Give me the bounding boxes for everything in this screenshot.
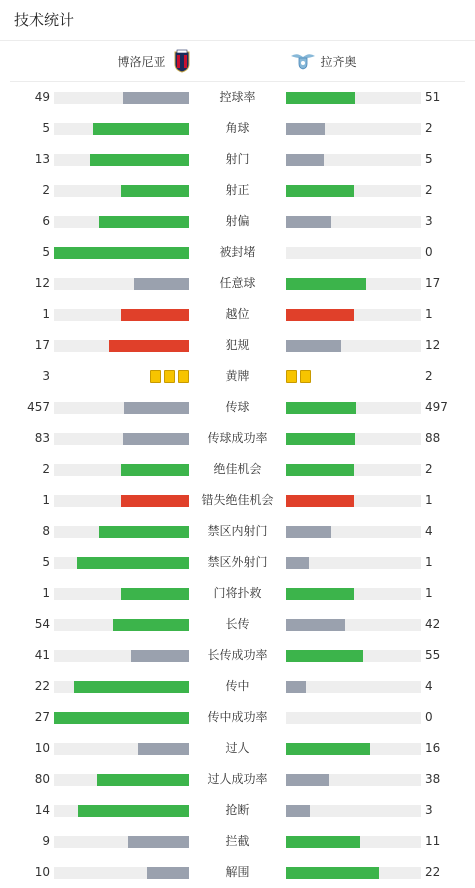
- stat-label: 射正: [225, 183, 250, 197]
- yellow-card-icon: [286, 370, 297, 383]
- away-value: 5: [425, 152, 433, 166]
- away-value: 497: [425, 400, 448, 414]
- away-value: 42: [425, 617, 441, 631]
- away-bar-fill: [286, 123, 325, 135]
- home-bar-track: [54, 526, 189, 538]
- away-value: 22: [425, 865, 441, 879]
- away-bar-track: [286, 867, 421, 879]
- stat-label: 任意球: [219, 276, 256, 290]
- home-value: 83: [34, 431, 50, 445]
- home-bar-fill: [147, 867, 189, 879]
- stat-label: 角球: [225, 121, 250, 135]
- away-bar-track: [286, 92, 421, 104]
- stat-row: [0, 206, 475, 237]
- away-bar-fill: [286, 433, 355, 445]
- stat-label: 被封堵: [219, 245, 256, 259]
- away-bar-fill: [286, 340, 341, 352]
- away-value: 55: [425, 648, 441, 662]
- home-bar-fill: [123, 92, 189, 104]
- away-bar-fill: [286, 464, 354, 476]
- away-bar-fill: [286, 309, 354, 321]
- away-value: 11: [425, 834, 441, 848]
- away-bar-track: [286, 650, 421, 662]
- home-bar-track: [54, 402, 189, 414]
- home-value: 2: [42, 183, 50, 197]
- stat-row: [0, 237, 475, 268]
- stat-row: [0, 578, 475, 609]
- away-value: 0: [425, 710, 433, 724]
- home-bar-fill: [113, 619, 189, 631]
- home-bar-track: [54, 247, 189, 259]
- stat-label: 传球: [225, 400, 250, 414]
- stat-row: [0, 454, 475, 485]
- away-team[interactable]: [291, 41, 357, 81]
- home-bar-track: [54, 650, 189, 662]
- home-bar-fill: [121, 309, 189, 321]
- home-bar-fill: [124, 402, 189, 414]
- home-bar-fill: [138, 743, 189, 755]
- yellow-card-icon: [164, 370, 175, 383]
- home-bar-track: [54, 495, 189, 507]
- home-value: 10: [34, 741, 50, 755]
- home-value: 1: [42, 307, 50, 321]
- away-bar-fill: [286, 650, 363, 662]
- home-value: 13: [34, 152, 50, 166]
- home-value: 5: [42, 121, 50, 135]
- home-bar-fill: [99, 216, 189, 228]
- home-bar-track: [54, 216, 189, 228]
- away-value: 17: [425, 276, 441, 290]
- away-value: 4: [425, 524, 433, 538]
- page-title: 技术统计: [14, 11, 75, 29]
- home-value: 49: [34, 90, 50, 104]
- away-value: 1: [425, 493, 433, 507]
- home-value: 5: [42, 245, 50, 259]
- home-bar-fill: [121, 495, 189, 507]
- home-value: 8: [42, 524, 50, 538]
- home-bar-track: [54, 805, 189, 817]
- stat-row: [0, 547, 475, 578]
- home-bar-fill: [78, 805, 189, 817]
- away-bar-fill: [286, 185, 354, 197]
- stat-row: [0, 485, 475, 516]
- stat-row: [0, 175, 475, 206]
- home-value: 27: [34, 710, 50, 724]
- away-bar-track: [286, 557, 421, 569]
- away-bar-fill: [286, 154, 324, 166]
- home-yellow-cards: [150, 370, 189, 383]
- away-bar-track: [286, 464, 421, 476]
- stat-label: 过人: [225, 741, 250, 755]
- home-bar-track: [54, 774, 189, 786]
- stat-label: 黄牌: [225, 369, 250, 383]
- stat-label: 犯规: [225, 338, 250, 352]
- home-bar-fill: [97, 774, 189, 786]
- stat-row: [0, 733, 475, 764]
- stat-row: [0, 826, 475, 857]
- stat-label: 长传: [225, 617, 250, 631]
- teams-row: [10, 41, 465, 82]
- home-value: 17: [34, 338, 50, 352]
- away-bar-track: [286, 247, 421, 259]
- away-bar-fill: [286, 526, 331, 538]
- home-bar-fill: [54, 247, 189, 259]
- away-bar-fill: [286, 495, 354, 507]
- yellow-card-icon: [178, 370, 189, 383]
- home-bar-fill: [93, 123, 189, 135]
- away-bar-fill: [286, 92, 355, 104]
- home-bar-track: [54, 619, 189, 631]
- home-bar-fill: [74, 681, 189, 693]
- away-bar-track: [286, 340, 421, 352]
- home-bar-track: [54, 743, 189, 755]
- stat-row: [0, 330, 475, 361]
- home-bar-track: [54, 92, 189, 104]
- stat-row: [0, 702, 475, 733]
- stat-label: 绝佳机会: [213, 462, 262, 476]
- away-value: 38: [425, 772, 441, 786]
- home-value: 9: [42, 834, 50, 848]
- away-bar-track: [286, 216, 421, 228]
- home-value: 1: [42, 586, 50, 600]
- stat-row: [0, 640, 475, 671]
- home-value: 2: [42, 462, 50, 476]
- home-bar-track: [54, 681, 189, 693]
- home-bar-track: [54, 123, 189, 135]
- away-bar-track: [286, 743, 421, 755]
- home-value: 12: [34, 276, 50, 290]
- away-bar-track: [286, 185, 421, 197]
- away-bar-track: [286, 805, 421, 817]
- away-bar-track: [286, 154, 421, 166]
- away-bar-fill: [286, 836, 360, 848]
- stat-row: [0, 609, 475, 640]
- stat-row: [0, 392, 475, 423]
- home-bar-track: [54, 464, 189, 476]
- home-value: 5: [42, 555, 50, 569]
- away-bar-fill: [286, 402, 356, 414]
- stat-label: 越位: [225, 307, 250, 321]
- home-bar-fill: [131, 650, 189, 662]
- home-bar-fill: [123, 433, 189, 445]
- stat-label: 传中成功率: [207, 710, 268, 724]
- stat-row: [0, 299, 475, 330]
- away-bar-fill: [286, 588, 354, 600]
- away-value: 0: [425, 245, 433, 259]
- home-bar-fill: [109, 340, 189, 352]
- away-bar-track: [286, 433, 421, 445]
- away-bar-fill: [286, 743, 370, 755]
- away-value: 1: [425, 586, 433, 600]
- home-bar-fill: [77, 557, 189, 569]
- away-bar-track: [286, 495, 421, 507]
- home-value: 80: [34, 772, 50, 786]
- stat-label: 错失绝佳机会: [201, 493, 274, 507]
- away-bar-fill: [286, 216, 331, 228]
- home-bar-fill: [90, 154, 189, 166]
- away-value: 1: [425, 307, 433, 321]
- away-team-logo-icon: [291, 52, 315, 70]
- stat-label: 拦截: [225, 834, 250, 848]
- away-bar-fill: [286, 278, 366, 290]
- stat-label: 射门: [225, 152, 250, 166]
- stat-label: 门将扑救: [213, 586, 262, 600]
- yellow-card-icon: [150, 370, 161, 383]
- home-team-name: 博洛尼亚: [117, 54, 166, 69]
- away-value: 2: [425, 369, 433, 383]
- away-value: 3: [425, 214, 433, 228]
- stat-label: 抢断: [225, 803, 250, 817]
- home-bar-fill: [121, 464, 189, 476]
- stat-label: 过人成功率: [207, 772, 268, 786]
- away-bar-track: [286, 588, 421, 600]
- away-bar-fill: [286, 681, 306, 693]
- away-bar-fill: [286, 867, 379, 879]
- home-value: 10: [34, 865, 50, 879]
- away-value: 2: [425, 462, 433, 476]
- away-bar-track: [286, 309, 421, 321]
- home-value: 54: [34, 617, 50, 631]
- stat-row: [0, 113, 475, 144]
- away-value: 2: [425, 183, 433, 197]
- home-bar-track: [54, 867, 189, 879]
- stat-label: 控球率: [219, 90, 256, 104]
- home-value: 22: [34, 679, 50, 693]
- away-yellow-cards: [286, 370, 311, 383]
- home-value: 41: [34, 648, 50, 662]
- away-value: 16: [425, 741, 441, 755]
- away-bar-track: [286, 123, 421, 135]
- away-value: 3: [425, 803, 433, 817]
- away-bar-track: [286, 836, 421, 848]
- away-bar-track: [286, 278, 421, 290]
- stat-row: [0, 82, 475, 113]
- home-bar-track: [54, 340, 189, 352]
- stat-row: [0, 857, 475, 888]
- home-bar-fill: [128, 836, 189, 848]
- home-value: 6: [42, 214, 50, 228]
- home-bar-fill: [134, 278, 189, 290]
- home-bar-fill: [121, 185, 189, 197]
- home-team[interactable]: [117, 41, 189, 81]
- home-bar-fill: [54, 712, 189, 724]
- away-value: 12: [425, 338, 441, 352]
- away-bar-fill: [286, 619, 345, 631]
- away-value: 2: [425, 121, 433, 135]
- home-team-logo-icon: [174, 49, 190, 73]
- home-bar-track: [54, 557, 189, 569]
- home-bar-track: [54, 278, 189, 290]
- away-value: 51: [425, 90, 441, 104]
- stat-row: [0, 361, 475, 392]
- page-header: [0, 0, 475, 41]
- away-bar-fill: [286, 774, 329, 786]
- away-value: 88: [425, 431, 441, 445]
- away-bar-track: [286, 774, 421, 786]
- home-bar-track: [54, 185, 189, 197]
- home-bar-track: [54, 433, 189, 445]
- away-bar-track: [286, 681, 421, 693]
- home-bar-track: [54, 836, 189, 848]
- away-value: 4: [425, 679, 433, 693]
- home-bar-fill: [121, 588, 189, 600]
- stat-row: [0, 671, 475, 702]
- home-value: 457: [27, 400, 50, 414]
- home-bar-track: [54, 588, 189, 600]
- away-bar-fill: [286, 557, 309, 569]
- home-bar-track: [54, 309, 189, 321]
- stat-row: [0, 516, 475, 547]
- stat-row: [0, 764, 475, 795]
- home-bar-track: [54, 712, 189, 724]
- stat-label: 射偏: [225, 214, 250, 228]
- home-value: 14: [34, 803, 50, 817]
- away-value: 1: [425, 555, 433, 569]
- stat-label: 解围: [225, 865, 250, 879]
- stat-label: 禁区外射门: [207, 555, 268, 569]
- yellow-card-icon: [300, 370, 311, 383]
- away-team-name: 拉齐奥: [320, 54, 357, 69]
- stat-row: [0, 144, 475, 175]
- stat-label: 传球成功率: [207, 431, 268, 445]
- home-value: 3: [42, 369, 50, 383]
- away-bar-fill: [286, 805, 310, 817]
- stat-label: 长传成功率: [207, 648, 268, 662]
- stat-row: [0, 423, 475, 454]
- away-bar-track: [286, 712, 421, 724]
- stat-row: [0, 795, 475, 826]
- home-bar-track: [54, 154, 189, 166]
- away-bar-track: [286, 402, 421, 414]
- stat-label: 禁区内射门: [207, 524, 268, 538]
- away-bar-track: [286, 619, 421, 631]
- stat-label: 传中: [225, 679, 250, 693]
- home-bar-fill: [99, 526, 189, 538]
- stat-row: [0, 268, 475, 299]
- away-bar-track: [286, 526, 421, 538]
- home-value: 1: [42, 493, 50, 507]
